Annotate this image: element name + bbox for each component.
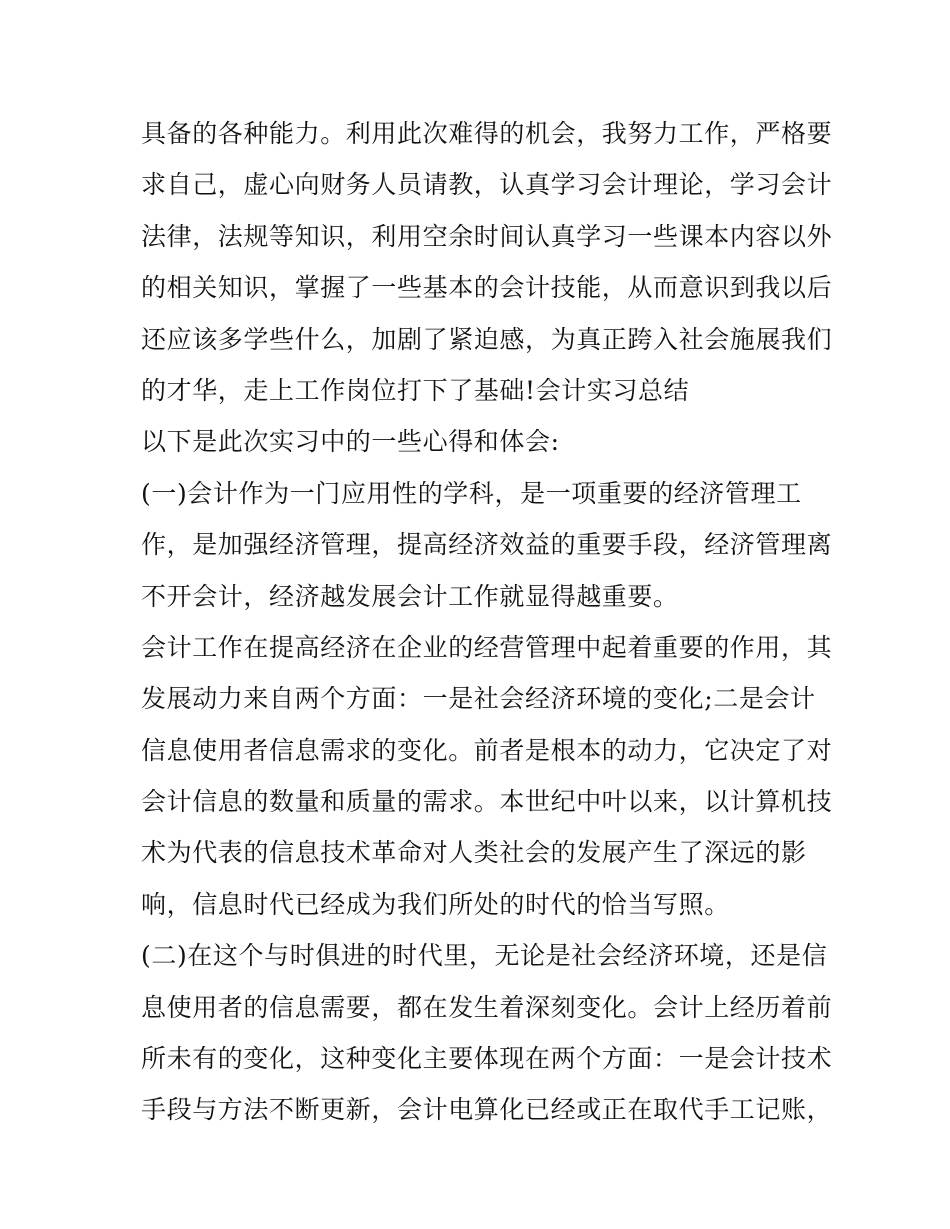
text-line: 以下是此次实习中的一些心得和体会: — [141, 427, 560, 457]
text-line: 的相关知识，掌握了一些基本的会计技能，从而意识到我以后 — [141, 273, 833, 303]
text-line: 还应该多学些什么，加剧了紧迫感，为真正跨入社会施展我们 — [141, 324, 833, 354]
text-line: 作，是加强经济管理，提高经济效益的重要手段，经济管理离 — [141, 530, 833, 560]
text-line: 所未有的变化，这种变化主要体现在两个方面：一是会计技术 — [141, 1044, 833, 1074]
body-text — [141, 108, 833, 1136]
text-line: 术为代表的信息技术革命对人类社会的发展产生了深远的影 — [141, 838, 807, 868]
text-line: 法律，法规等知识，利用空余时间认真学习一些课本内容以外 — [141, 221, 833, 251]
text-line: 具备的各种能力。利用此次难得的机会，我努力工作，严格要 — [141, 119, 833, 148]
text-line: 的才华，走上工作岗位打下了基础!会计实习总结 — [141, 375, 690, 405]
text-line: 不开会计，经济越发展会计工作就显得越重要。 — [141, 581, 679, 611]
text-line: 发展动力来自两个方面：一是社会经济环境的变化;二是会计 — [141, 684, 816, 714]
text-line: 手段与方法不断更新，会计电算化已经或正在取代手工记账， — [141, 1095, 833, 1125]
text-line: 响，信息时代已经成为我们所处的时代的恰当写照。 — [141, 889, 730, 919]
text-line: 信息使用者信息需求的变化。前者是根本的动力，它决定了对 — [141, 735, 833, 765]
text-line: 会计工作在提高经济在企业的经营管理中起着重要的作用，其 — [141, 632, 833, 662]
text-line: 会计信息的数量和质量的需求。本世纪中叶以来，以计算机技 — [141, 787, 833, 817]
text-line: (二)在这个与时俱进的时代里，无论是社会经济环境，还是信 — [141, 941, 828, 971]
text-line: (一)会计作为一门应用性的学科，是一项重要的经济管理工 — [141, 478, 802, 508]
text-line: 息使用者的信息需要，都在发生着深刻变化。会计上经历着前 — [141, 992, 833, 1022]
text-line: 求自己，虚心向财务人员请教，认真学习会计理论，学习会计 — [141, 170, 833, 200]
